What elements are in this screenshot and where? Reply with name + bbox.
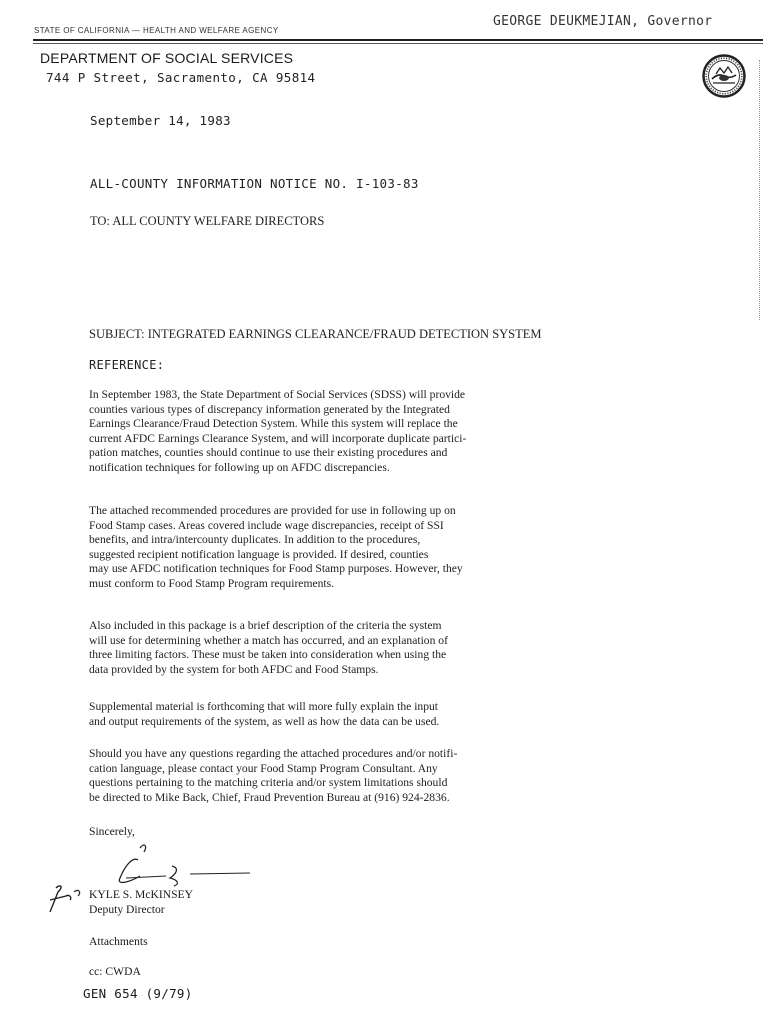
signer-name: KYLE S. McKINSEY [89, 888, 194, 901]
body-paragraph: Should you have any questions regarding the attached procedures and/or notifi- cation language, please contact your Food Stamp Program Consultant. Any questions pertaining to the matching criteria and/or system limitations should be directed to Mike Back, Chief, Fraud Prevention Bureau at (916) 924-2836. [89, 747, 458, 804]
signer-title: Deputy Director [89, 903, 165, 916]
agency-header: STATE OF CALIFORNIA — HEALTH AND WELFARE AGENCY [34, 26, 279, 35]
department-address: 744 P Street, Sacramento, CA 95814 [46, 70, 316, 85]
form-number: GEN 654 (9/79) [83, 986, 193, 1001]
body-paragraph: Also included in this package is a brief description of the criteria the system will use for determining whether a match has occurred, and an explanation of three limiting factors. These must be taken into consideration when using the data provided by the system for both AFDC and Food Stamps. [89, 619, 448, 676]
letter-date: September 14, 1983 [90, 113, 231, 128]
letterhead-rule [33, 39, 763, 41]
cc-line: cc: CWDA [89, 965, 141, 978]
recipient-line: TO: ALL COUNTY WELFARE DIRECTORS [90, 214, 325, 228]
page-edge-marks [759, 60, 762, 320]
body-paragraph: The attached recommended procedures are provided for use in following up on Food Stamp cases. Areas covered include wage discrepancies, receipt of SSI benefits, and intra/intercounty duplicates. In addition to the procedures, suggested recipient notification language is provided. If desired, counties may use AFDC notification techniques for Food Stamp purposes. However, they must conform to Food Stamp Program requirements. [89, 504, 463, 590]
attachments-note: Attachments [89, 935, 148, 948]
state-seal-icon [702, 54, 746, 98]
body-paragraph: Supplemental material is forthcoming that will more fully explain the input and output requirements of the system, as well as how the data can be used. [89, 700, 440, 728]
reference-line: REFERENCE: [89, 358, 165, 372]
governor-name: GEORGE DEUKMEJIAN, Governor [493, 14, 713, 29]
closing: Sincerely, [89, 825, 135, 838]
letterhead-rule-thin [33, 43, 763, 44]
body-paragraph: In September 1983, the State Department of Social Services (SDSS) will provide counties various types of discrepancy information generated by the Integrated Earnings Clearance/Fraud Detection System. While this system will replace the current AFDC Earnings Clearance System, and will incorporate duplicate partici- pation matches, counties should continue to use their existing procedures and notification techniques for following up on AFDC discrepancies. [89, 388, 467, 474]
subject-line: SUBJECT: INTEGRATED EARNINGS CLEARANCE/FRAUD DETECTION SYSTEM [89, 327, 542, 341]
handwritten-signature [40, 840, 260, 930]
department-name: DEPARTMENT OF SOCIAL SERVICES [40, 50, 294, 66]
notice-number: ALL-COUNTY INFORMATION NOTICE NO. I-103-83 [90, 176, 419, 191]
